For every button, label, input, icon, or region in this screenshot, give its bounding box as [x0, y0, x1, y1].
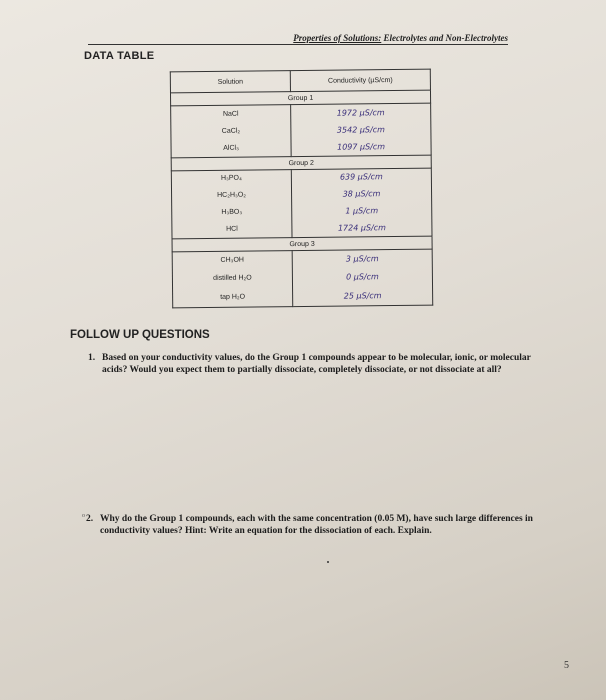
- solution-cell: HC₂H₃O₂: [217, 191, 247, 200]
- header-title-part1: Properties of Solutions:: [293, 33, 382, 43]
- pencil-mark: o: [82, 513, 85, 519]
- group-2-values: [291, 168, 432, 237]
- solution-cell: H₃BO₃: [221, 208, 243, 216]
- solution-cell: HCl: [226, 225, 238, 233]
- solution-cell: CaCl₂: [221, 127, 241, 135]
- conductivity-table: [170, 69, 433, 309]
- question-2-text: Why do the Group 1 compounds, each with the same concentration (0.05 M), have such large differences in conductivity values? Hint: Write an equation for the dissociation of each. Explain.: [100, 514, 533, 536]
- question-2: [86, 513, 564, 537]
- group-1-solutions: [171, 105, 292, 158]
- header-title-part2: Electrolytes and Non-Electrolytes: [383, 33, 508, 43]
- conductivity-value: 1 µS/cm: [345, 206, 379, 216]
- page-header: [88, 33, 508, 45]
- conductivity-value: 1724 µS/cm: [337, 222, 386, 233]
- group-1-values: [291, 103, 432, 156]
- page-number: 5: [564, 660, 569, 671]
- group-2-solutions: [171, 170, 292, 239]
- solution-cell: CH₃OH: [220, 256, 245, 265]
- question-2-number: 2.: [86, 514, 94, 524]
- conductivity-value: 1097 µS/cm: [337, 141, 386, 152]
- col-header-conductivity: Conductivity (µS/cm): [290, 69, 430, 91]
- conductivity-value: 0 µS/cm: [346, 272, 379, 283]
- solution-cell: H₃PO₄: [220, 174, 242, 183]
- group-3-solutions: [172, 251, 293, 308]
- solution-cell: distilled H₂O: [213, 275, 252, 283]
- data-table-label: DATA TABLE: [84, 50, 155, 62]
- conductivity-value: 3 µS/cm: [345, 254, 379, 264]
- conductivity-value: 25 µS/cm: [343, 290, 382, 301]
- question-1-text: Based on your conductivity values, do the Group 1 compounds appear to be molecular, ionic, or molecular acids? Would you expect them to partially dissociate, completely dissociate, or not dissociate at all?: [102, 353, 531, 375]
- conductivity-value: 1972 µS/cm: [336, 107, 385, 118]
- solution-cell: tap H₂O: [220, 293, 246, 301]
- follow-up-heading: FOLLOW UP QUESTIONS: [70, 329, 210, 341]
- conductivity-value: 38 µS/cm: [342, 189, 381, 199]
- question-1-number: 1.: [88, 353, 96, 363]
- group-1-label: Group 1: [170, 90, 430, 106]
- solution-cell: NaCl: [222, 110, 239, 118]
- question-1: [88, 352, 558, 376]
- group-3-values: [292, 249, 433, 306]
- group-3-label: Group 3: [172, 236, 432, 252]
- solution-cell: AlCl₃: [223, 144, 239, 152]
- group-2-label: Group 2: [171, 155, 431, 171]
- col-header-solution: Solution: [170, 71, 290, 93]
- stray-dot: [327, 561, 329, 563]
- conductivity-value: 639 µS/cm: [339, 172, 383, 182]
- conductivity-value: 3542 µS/cm: [336, 124, 385, 135]
